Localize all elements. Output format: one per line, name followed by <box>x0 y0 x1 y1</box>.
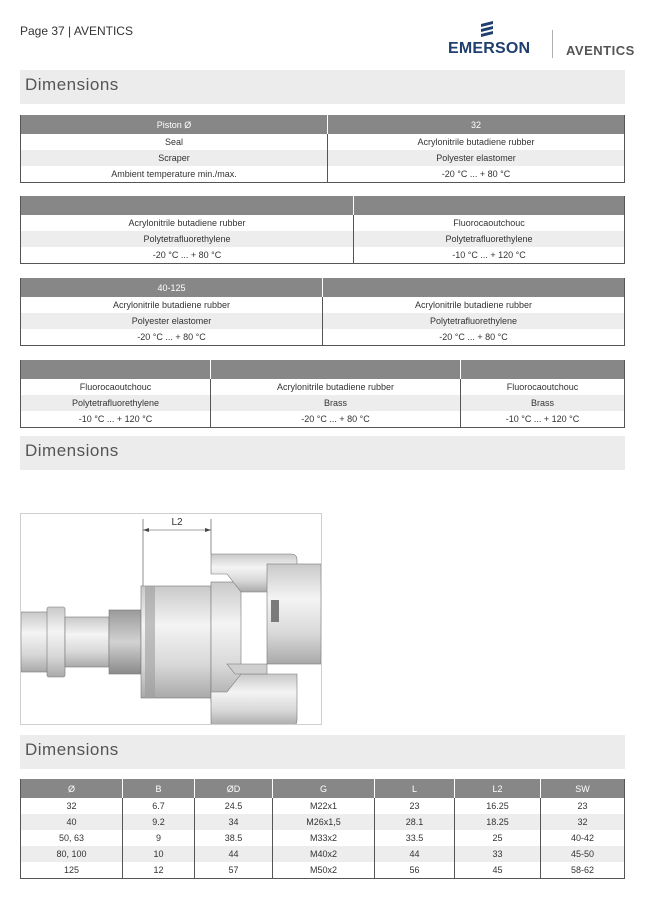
table-cell: 23 <box>577 801 588 811</box>
table-cell: 32 <box>541 814 625 830</box>
table-header-row <box>21 196 625 215</box>
table-cell: 34 <box>195 814 273 830</box>
table-cell: Polytetrafluorethylene <box>21 231 354 247</box>
table-cell: 56 <box>375 862 455 879</box>
table-cell: 32 <box>21 798 123 814</box>
table-cell: Polytetrafluorethylene <box>354 231 625 247</box>
table-cell: -10 °C ... + 120 °C <box>21 411 211 428</box>
table-row <box>21 150 625 166</box>
table-cell: -20 °C ... + 80 °C <box>211 411 461 428</box>
table-cell: M26x1,5 <box>273 814 375 830</box>
header-cell <box>323 278 625 297</box>
header-cell <box>461 360 625 379</box>
table-cell: -20 °C ... + 80 °C <box>21 247 354 264</box>
header-cell <box>354 196 625 215</box>
table-cell: 57 <box>195 862 273 879</box>
table-cell: Acrylonitrile butadiene rubber <box>21 215 354 231</box>
table-row <box>21 379 625 395</box>
table-cell: Brass <box>211 395 461 411</box>
dimension-label-l2: L2 <box>171 517 183 528</box>
table-cell: Polyester elastomer <box>21 313 323 329</box>
table-row <box>21 395 625 411</box>
table-cell: 28.1 <box>375 814 455 830</box>
table-cell: 23 <box>375 798 455 814</box>
table-header-row <box>21 779 625 798</box>
table-cell: 40-42 <box>570 833 595 843</box>
logo-divider <box>552 30 553 58</box>
table-cell: M40x2 <box>273 846 375 862</box>
table-row <box>21 830 625 846</box>
table-row <box>21 313 625 329</box>
table-cell: 24.5 <box>195 798 273 814</box>
table-cell: Fluorocaoutchouc <box>506 382 579 392</box>
table-cell: 6.7 <box>123 798 195 814</box>
table-cell: Polytetrafluorethylene <box>21 395 211 411</box>
table-cell: 9.2 <box>123 814 195 830</box>
aventics-logo: AVENTICS <box>566 43 635 58</box>
table-header-row <box>21 360 625 379</box>
emerson-mark-icon <box>478 20 496 40</box>
table-cell: M22x1 <box>273 798 375 814</box>
materials-table-1 <box>20 115 625 183</box>
section-title-dimensions-2: Dimensions <box>20 436 625 470</box>
table-cell: Acrylonitrile butadiene rubber <box>21 297 323 313</box>
table-cell: -10 °C ... + 120 °C <box>452 250 526 260</box>
header-cell: G <box>273 779 375 798</box>
table-cell: Brass <box>461 395 625 411</box>
table-cell: 50, 63 <box>21 830 123 846</box>
table-cell: Seal <box>21 134 328 150</box>
table-cell: Acrylonitrile butadiene rubber <box>211 379 461 395</box>
table-cell: 45-50 <box>541 846 625 862</box>
table-cell: Polyester elastomer <box>328 150 625 166</box>
table-row <box>21 134 625 150</box>
page-label: Page 37 | AVENTICS <box>20 24 133 38</box>
fitting-illustration <box>21 514 321 724</box>
table-header-row <box>21 278 625 297</box>
table-row <box>21 329 625 346</box>
table-cell: -10 °C ... + 120 °C <box>505 414 580 424</box>
materials-table-2 <box>20 196 625 264</box>
emerson-logo <box>448 20 540 60</box>
table-cell: 58-62 <box>570 865 595 875</box>
table-cell: Fluorocaoutchouc <box>453 218 525 228</box>
table-row <box>21 215 625 231</box>
table-cell: 80, 100 <box>21 846 123 862</box>
materials-table-3 <box>20 278 625 346</box>
dimensions-table <box>20 779 625 879</box>
table-cell: 33 <box>455 846 541 862</box>
table-row <box>21 846 625 862</box>
table-row <box>21 247 625 264</box>
table-header-row <box>21 115 625 134</box>
header-cell <box>211 360 461 379</box>
table-cell: 44 <box>375 846 455 862</box>
header-cell: Ø <box>21 779 123 798</box>
table-cell: M33x2 <box>273 830 375 846</box>
section-title-dimensions-1: Dimensions <box>20 70 625 104</box>
table-row <box>21 166 625 183</box>
table-cell: Polytetrafluorethylene <box>323 313 625 329</box>
section-title-dimensions-3: Dimensions <box>20 735 625 769</box>
table-cell: M50x2 <box>273 862 375 879</box>
table-cell: Acrylonitrile butadiene rubber <box>417 137 535 147</box>
header-cell: Piston Ø <box>21 115 328 134</box>
table-cell: 25 <box>455 830 541 846</box>
header-cell: 32 <box>328 115 625 134</box>
materials-table-4 <box>20 360 625 428</box>
header-cell: ØD <box>195 779 273 798</box>
header-cell: L2 <box>455 779 541 798</box>
header-cell: L <box>375 779 455 798</box>
table-cell: 45 <box>455 862 541 879</box>
table-cell: Fluorocaoutchouc <box>21 379 211 395</box>
table-cell: 44 <box>195 846 273 862</box>
header-cell <box>21 196 354 215</box>
table-cell: 16.25 <box>455 798 541 814</box>
table-cell: 40 <box>21 814 123 830</box>
table-cell: -20 °C ... + 80 °C <box>439 332 508 342</box>
product-drawing <box>20 513 322 725</box>
header-cell: B <box>123 779 195 798</box>
header-cell: 40-125 <box>21 278 323 297</box>
table-cell: 125 <box>21 862 123 879</box>
table-row <box>21 297 625 313</box>
table-row <box>21 411 625 428</box>
table-row <box>21 862 625 879</box>
table-cell: Acrylonitrile butadiene rubber <box>414 300 533 310</box>
table-cell: Ambient temperature min./max. <box>21 166 328 183</box>
table-cell: 18.25 <box>455 814 541 830</box>
table-row <box>21 814 625 830</box>
table-cell: 38.5 <box>195 830 273 846</box>
header-cell <box>21 360 211 379</box>
header-cell: SW <box>541 779 625 798</box>
table-row <box>21 798 625 814</box>
table-cell: -20 °C ... + 80 °C <box>21 329 323 346</box>
table-cell: -20 °C ... + 80 °C <box>441 169 511 179</box>
table-cell: 10 <box>123 846 195 862</box>
emerson-wordmark: EMERSON <box>448 40 531 57</box>
table-cell: 9 <box>123 830 195 846</box>
table-row <box>21 231 625 247</box>
table-cell: 33.5 <box>375 830 455 846</box>
table-cell: Scraper <box>21 150 328 166</box>
table-cell: 12 <box>123 862 195 879</box>
